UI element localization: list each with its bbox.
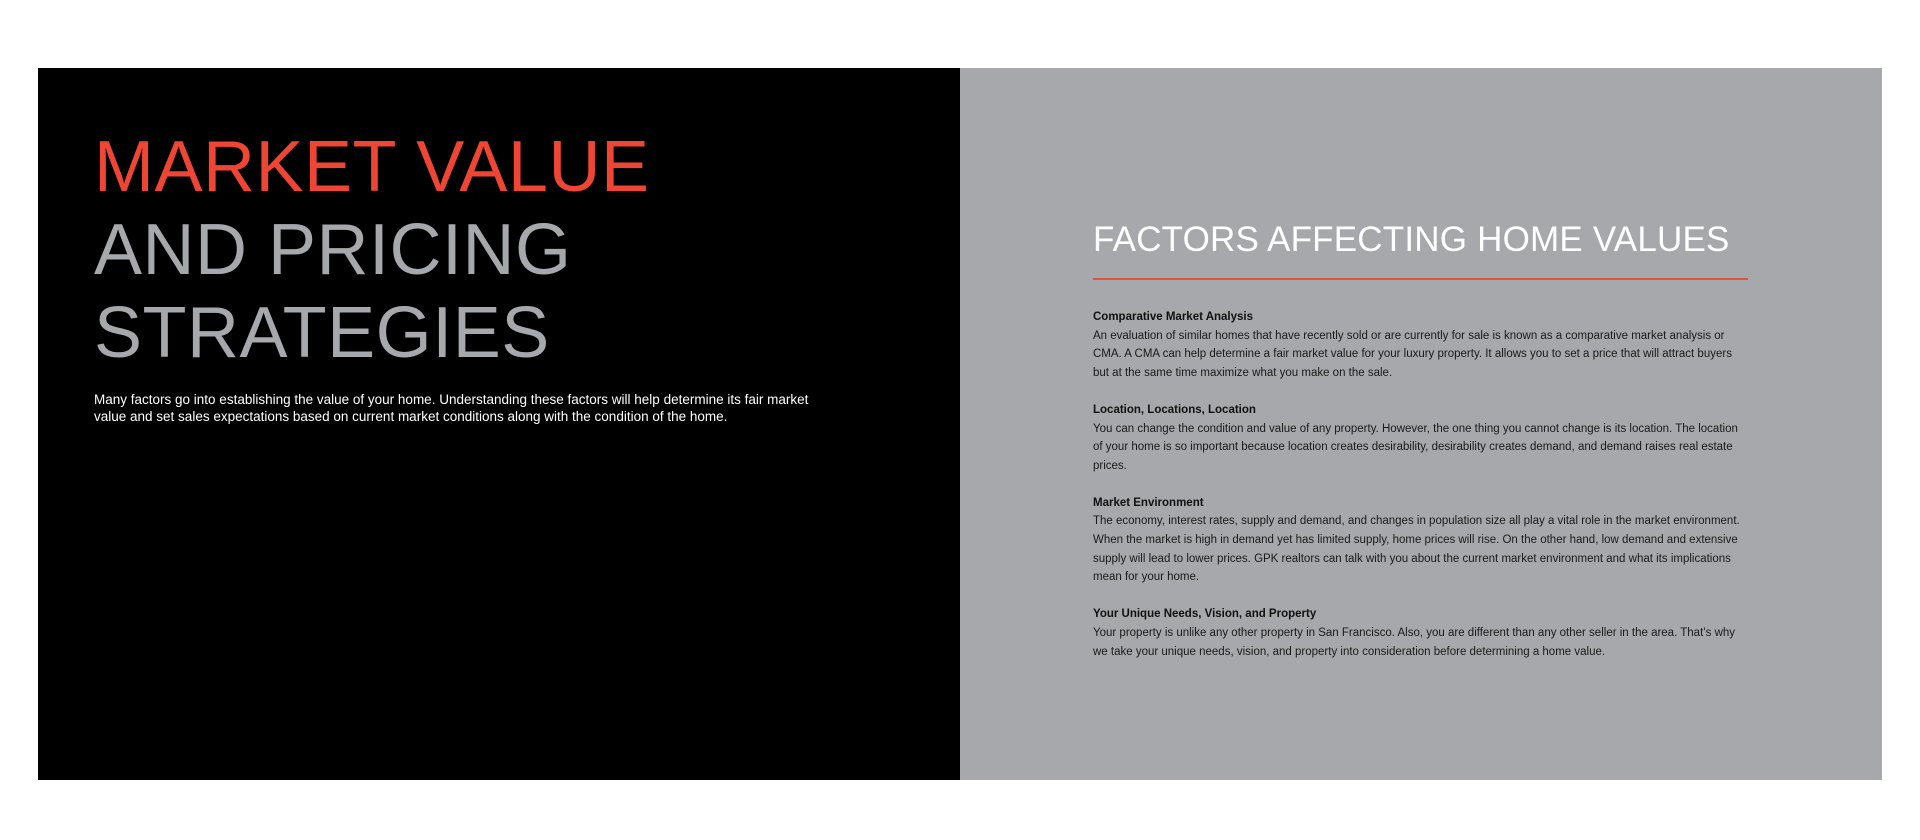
factor-body: An evaluation of similar homes that have recently sold or are currently for sale is known as a comparative market analysis or CMA. A CMA can help determine a fair market value for your luxury property. It allows you to set a price that will attract buyers but at the same time maximize what you make on the sale. (1093, 329, 1732, 380)
headline-line-and-pricing: AND PRICING (94, 210, 572, 290)
factor-market-environment (1093, 494, 1748, 588)
factor-body: Your property is unlike any other property in San Francisco. Also, you are different than any other seller in the area. That’s why we take your unique needs, vision, and property into consideration before determining a home value. (1093, 626, 1736, 658)
headline-line-market-value: MARKET VALUE (94, 127, 650, 207)
headline-line-strategies: STRATEGIES (94, 293, 550, 373)
factor-heading: Comparative Market Analysis (1093, 311, 1254, 323)
title-divider (1093, 278, 1748, 280)
intro-paragraph: Many factors go into establishing the value of your home. Understanding these factors will help determine its fair market value and set sales expectations based on current market conditions along with the condition of the home. (94, 392, 809, 424)
factor-heading: Your Unique Needs, Vision, and Property (1093, 608, 1317, 621)
factors-list (1093, 308, 1748, 661)
factor-unique-needs (1093, 605, 1748, 661)
brochure-spread (38, 68, 1882, 780)
left-page (38, 68, 960, 780)
factor-heading: Location, Locations, Location (1093, 403, 1256, 416)
factor-body: The economy, interest rates, supply and demand, and changes in population size all play a vital role in the market environment. When the market is high in demand yet has limited supply, home prices will rise. On the other hand, low demand and extensive supply will lead to lower prices. GPK realtors can talk with you about the current market environment and what its implications mean for your home. (1093, 515, 1740, 584)
page-headline (94, 126, 650, 375)
factors-section (1093, 220, 1748, 679)
section-title: FACTORS AFFECTING HOME VALUES (1093, 220, 1730, 259)
right-page (960, 68, 1882, 780)
factor-heading: Market Environment (1093, 496, 1204, 509)
factor-comparative-market-analysis (1093, 308, 1748, 383)
factor-location (1093, 401, 1748, 476)
factor-body: You can change the condition and value of any property. However, the one thing you cannot change is its location. The location of your home is so important because location creates desirability, desirability creates demand, and demand raises real estate prices. (1093, 422, 1738, 472)
